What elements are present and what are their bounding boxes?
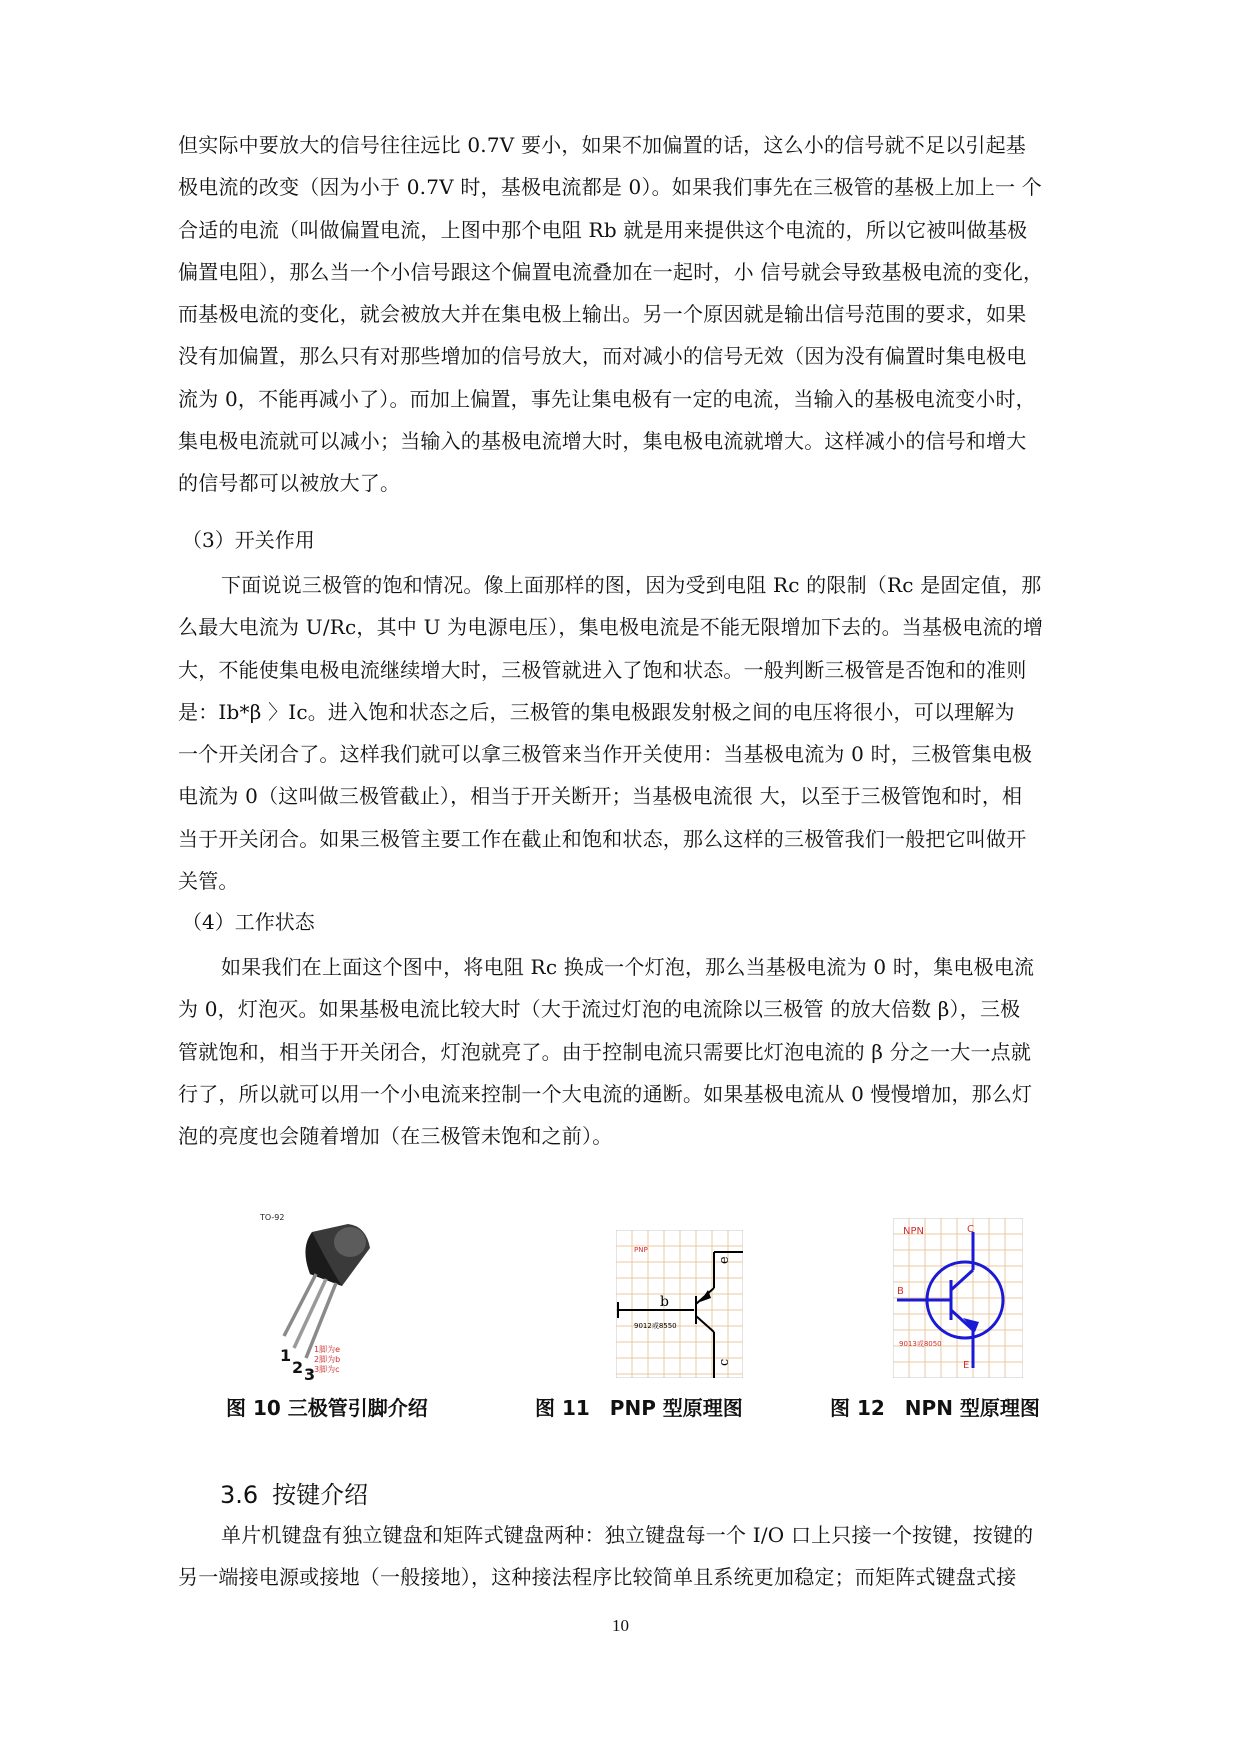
figure-pnp-schematic [616, 1230, 743, 1378]
terminal-e-label: E [963, 1360, 970, 1371]
figure-12-caption: 图 12 NPN 型原理图 [830, 1396, 1040, 1420]
pin-note-2: 2脚为b [314, 1355, 341, 1364]
text-line: 行了，所以就可以用一个小电流来控制一个大电流的通断。如果基极电流从 0 慢慢增加，那么灯 [178, 1081, 1033, 1106]
part-label: 9013或8050 [899, 1340, 942, 1348]
subheading-working-state: （4）工作状态 [182, 910, 315, 934]
figure-to92-pinout [250, 1208, 390, 1380]
paragraph-lamp-example [178, 946, 1090, 1157]
page-number: 10 [612, 1616, 629, 1635]
text-line: 集电极电流就可以减小；当输入的基极电流增大时，集电极电流就增大。这样减小的信号和增大 [178, 429, 1027, 454]
paragraph-keyboard [178, 1514, 1090, 1599]
pin-number-3: 3 [304, 1365, 316, 1380]
text-line: 泡的亮度也会随着增加（在三极管未饱和之前）。 [178, 1124, 613, 1149]
paragraph-bias-explanation [178, 124, 1090, 505]
text-line: 单片机键盘有独立键盘和矩阵式键盘两种：独立键盘每一个 I/O 口上只接一个按键，按键的 [221, 1523, 1034, 1547]
section-number: 3.6 [220, 1481, 259, 1509]
text-line: 极电流的改变（因为小于 0.7V 时，基极电流都是 0）。如果我们事先在三极管的基极上加上一 个 [178, 175, 1043, 200]
figure-11-caption: 图 11 PNP 型原理图 [535, 1396, 743, 1420]
text-line: 流为 0，不能再减小了）。而加上偏置，事先让集电极有一定的电流，当输入的基极电流变小时， [178, 386, 1036, 411]
text-line: 管就饱和，相当于开关闭合，灯泡就亮了。由于控制电流只需要比灯泡电流的 β 分之一大一点就 [178, 1039, 1032, 1064]
text-line: 的信号都可以被放大了。 [178, 471, 401, 496]
text-line: 是：Ib*β 〉Ic。进入饱和状态之后，三极管的集电极跟发射极之间的电压将很小，可以理解为 [178, 699, 1015, 724]
pin-number-1: 1 [280, 1346, 292, 1365]
pin-number-2: 2 [292, 1358, 304, 1377]
text-line: 合适的电流（叫做偏置电流，上图中那个电阻 Rb 就是用来提供这个电流的，所以它被叫做基极 [178, 217, 1028, 242]
figure-10-caption: 图 10 三极管引脚介绍 [226, 1396, 428, 1420]
figure-npn-schematic [893, 1218, 1023, 1378]
text-line: 而基极电流的变化，就会被放大并在集电极上输出。另一个原因就是输出信号范围的要求，如果 [178, 302, 1027, 327]
terminal-e-label: e [717, 1256, 732, 1264]
text-line: 关管。 [178, 869, 239, 894]
text-line: 下面说说三极管的饱和情况。像上面那样的图，因为受到电阻 Rc 的限制（Rc 是固定值，那 [221, 573, 1042, 597]
text-line: 大，不能使集电极电流继续增大时，三极管就进入了饱和状态。一般判断三极管是否饱和的准则 [178, 657, 1027, 682]
text-line: 偏置电阻），那么当一个小信号跟这个偏置电流叠加在一起时，小 信号就会导致基极电流的变化， [178, 259, 1044, 284]
text-line: 一个开关闭合了。这样我们就可以拿三极管来当作开关使用：当基极电流为 0 时，三极管集电极 [178, 742, 1033, 767]
package-label: TO-92 [260, 1213, 285, 1222]
terminal-c-label: c [717, 1358, 732, 1366]
text-line: 么最大电流为 U/Rc，其中 U 为电源电压），集电极电流是不能无限增加下去的。当基极电流的增 [178, 615, 1044, 640]
type-label: PNP [634, 1246, 648, 1254]
text-line: 当于开关闭合。如果三极管主要工作在截止和饱和状态，那么这样的三极管我们一般把它叫做开 [178, 826, 1027, 851]
text-line: 如果我们在上面这个图中，将电阻 Rc 换成一个灯泡，那么当基极电流为 0 时，集电极电流 [221, 955, 1035, 979]
text-line: 电流为 0（这叫做三极管截止），相当于开关断开；当基极电流很 大，以至于三极管饱和时，相 [178, 784, 1023, 809]
pnp-schematic-image [616, 1230, 743, 1378]
type-label: NPN [903, 1226, 924, 1237]
terminal-b-label: b [660, 1294, 669, 1310]
section-title: 按键介绍 [272, 1481, 369, 1509]
section-heading [220, 1478, 368, 1512]
text-line: 但实际中要放大的信号往往远比 0.7V 要小，如果不加偏置的话，这么小的信号就不足以引起基 [178, 133, 1026, 157]
text-line: 为 0，灯泡灭。如果基极电流比较大时（大于流过灯泡的电流除以三极管 的放大倍数 β），三极 [178, 997, 1021, 1022]
part-label: 9012或8550 [634, 1322, 677, 1330]
terminal-b-label: B [897, 1286, 904, 1297]
text-line: 没有加偏置，那么只有对那些增加的信号放大，而对减小的信号无效（因为没有偏置时集电极电 [178, 344, 1027, 369]
subheading-switch-function: （3）开关作用 [182, 528, 315, 552]
terminal-c-label: C [967, 1224, 974, 1235]
pin-note-3: 3脚为c [314, 1365, 340, 1374]
paragraph-saturation [178, 564, 1090, 902]
pin-note-1: 1脚为e [314, 1345, 341, 1354]
to92-transistor-image [250, 1208, 390, 1380]
text-line: 另一端接电源或接地（一般接地），这种接法程序比较简单且系统更加稳定；而矩阵式键盘式接 [178, 1565, 1017, 1590]
npn-schematic-image [893, 1218, 1023, 1378]
